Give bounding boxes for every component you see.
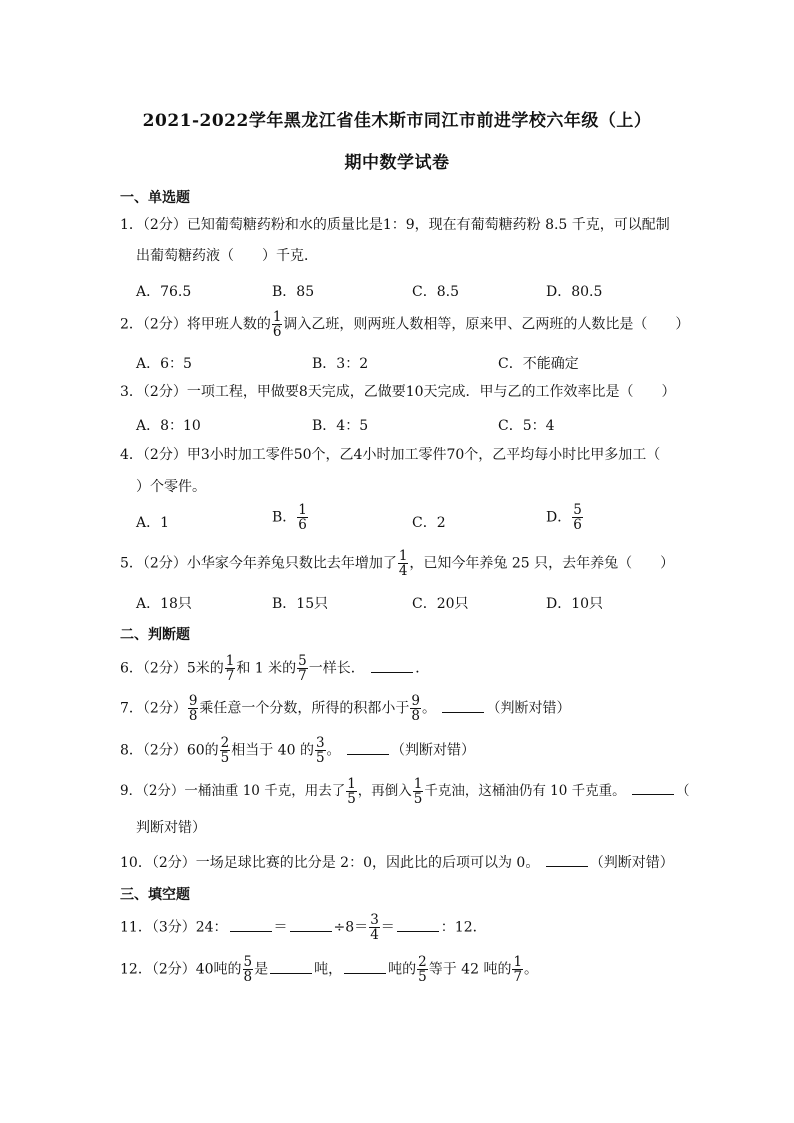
question-2-option-a: A．6：5 <box>136 356 192 372</box>
question-9-text <box>120 776 690 808</box>
fraction <box>315 736 326 765</box>
question-9-text-cont: 判断对错） <box>136 820 206 836</box>
fraction-denominator: 7 <box>298 668 307 685</box>
equals-sign: ＝ <box>380 919 395 936</box>
answer-blank[interactable] <box>632 780 674 795</box>
fraction <box>220 736 231 765</box>
answer-blank[interactable] <box>546 852 588 867</box>
fraction-denominator: 5 <box>418 969 427 986</box>
fraction-numerator: 1 <box>298 502 307 518</box>
question-4-option-d <box>546 503 584 532</box>
fraction <box>297 503 308 532</box>
question-10-text-pre: 10．（2分）一场足球比赛的比分是 2：0，因此比的后项可以为 0。 <box>120 855 540 871</box>
fraction-denominator: 7 <box>513 969 523 986</box>
question-6-text-post: 一样长． <box>308 660 365 677</box>
fraction-denominator: 5 <box>413 791 423 808</box>
option-letter: B． <box>272 509 297 526</box>
answer-blank[interactable] <box>347 740 389 755</box>
answer-blank[interactable] <box>344 959 386 974</box>
fraction-denominator: 8 <box>188 708 198 725</box>
question-4-option-c: C．2 <box>412 515 446 531</box>
fraction-numerator: 1 <box>347 776 356 792</box>
question-1-option-a: A．76.5 <box>136 284 192 300</box>
question-4-option-a: A．1 <box>136 515 170 531</box>
question-7-text-post: 。 <box>422 700 437 717</box>
question-5-text-post: ，已知今年养兔 25 只，去年养兔（ ） <box>409 555 675 572</box>
fraction <box>188 694 199 723</box>
question-11-text-pre: 11．（3分）24： <box>120 919 228 936</box>
fraction <box>410 694 421 723</box>
fraction-numerator: 1 <box>513 954 523 970</box>
question-1-option-d: D．80.5 <box>546 284 603 300</box>
option-letter: D． <box>546 509 572 526</box>
fraction <box>346 777 357 806</box>
fraction-numerator: 3 <box>315 735 325 751</box>
fraction-numerator: 9 <box>411 693 421 709</box>
fraction-denominator: 8 <box>411 708 421 725</box>
question-7-text-pre: 7．（2分） <box>120 700 187 717</box>
question-12-text-pre: 12．（2分）40吨的 <box>120 961 242 978</box>
question-3-option-c: C．5：4 <box>498 418 555 434</box>
question-5-option-a: A．18只 <box>136 596 192 612</box>
question-2-text-post: 调入乙班，则两班人数相等，原来甲、乙两班的人数比是（ ） <box>283 316 690 333</box>
question-5-text-pre: 5．（2分）小华家今年养兔只数比去年增加了 <box>120 555 397 572</box>
question-5-option-c: C．20只 <box>412 596 469 612</box>
fraction <box>417 955 428 984</box>
fraction-denominator: 7 <box>225 668 235 685</box>
fraction-denominator: 8 <box>243 969 253 986</box>
question-3-option-a: A．8：10 <box>136 418 201 434</box>
question-5-text <box>120 549 680 578</box>
question-9-text-mid: ，再倒入 <box>357 783 412 800</box>
question-1-option-b: B．85 <box>272 284 315 300</box>
fraction-denominator: 5 <box>220 750 230 767</box>
question-8-text-end: （判断对错） <box>391 742 475 759</box>
question-9-text-pre: 9．（2分）一桶油重 10 千克，用去了 <box>120 783 346 800</box>
question-3-option-b: B．4：5 <box>312 418 369 434</box>
question-2-option-b: B．3：2 <box>312 356 369 372</box>
fraction <box>243 955 254 984</box>
question-9-text-end: （ <box>675 783 690 800</box>
fraction-numerator: 2 <box>220 735 230 751</box>
question-2-text <box>120 309 690 341</box>
answer-blank[interactable] <box>270 959 312 974</box>
question-7-text-mid: 乘任意一个分数，所得的积都小于 <box>199 700 410 717</box>
equals-sign: ＝ <box>273 919 288 936</box>
question-6-text <box>120 654 680 683</box>
answer-blank[interactable] <box>397 917 439 932</box>
question-2-text-pre: 2．（2分）将甲班人数的 <box>120 316 271 333</box>
question-1-text: 1．（2分）已知葡萄糖药粉和水的质量比是1：9，现在有葡萄糖药粉 8.5 千克，可以配制 <box>120 217 670 233</box>
question-10-text <box>120 852 680 873</box>
answer-blank[interactable] <box>442 698 484 713</box>
fraction-denominator: 4 <box>398 563 408 580</box>
question-12-text-mid4: 等于 42 吨的 <box>428 961 512 978</box>
exam-subtitle: 期中数学试卷 <box>344 153 450 173</box>
answer-blank[interactable] <box>230 917 272 932</box>
section-heading-single-choice: 一、单选题 <box>120 190 190 206</box>
question-4-option-b <box>272 503 309 532</box>
fraction-denominator: 4 <box>370 927 379 944</box>
question-6-text-end: ． <box>415 660 430 677</box>
question-12-text <box>120 955 680 984</box>
fraction <box>512 955 523 984</box>
question-5-option-b: B．15只 <box>272 596 329 612</box>
question-12-text-mid2: 吨， <box>314 961 343 978</box>
question-1-option-c: C．8.5 <box>412 284 459 300</box>
question-8-text-pre: 8．（2分）60的 <box>120 742 219 759</box>
division-text: ÷8＝ <box>333 919 369 936</box>
question-12-text-mid1: 是 <box>254 961 269 978</box>
question-7-text <box>120 694 680 723</box>
fraction-numerator: 1 <box>398 548 408 564</box>
question-2-option-c: C．不能确定 <box>498 356 579 372</box>
question-3-text: 3．（2分）一项工程，甲做要8天完成，乙做要10天完成．甲与乙的工作效率比是（ ） <box>120 384 676 400</box>
fraction <box>572 503 583 532</box>
question-12-text-post: 。 <box>524 961 539 978</box>
question-12-text-mid3: 吨的 <box>388 961 417 978</box>
question-1-text-cont: 出葡萄糖药液（ ）千克． <box>136 248 318 264</box>
section-heading-fill-in: 三、填空题 <box>120 887 190 903</box>
fraction-numerator: 1 <box>272 309 282 325</box>
fraction-numerator: 1 <box>413 776 423 792</box>
fraction-numerator: 1 <box>225 653 235 669</box>
fraction-denominator: 5 <box>347 791 356 808</box>
question-7-text-end: （判断对错） <box>486 700 571 717</box>
fraction-denominator: 6 <box>272 324 282 341</box>
fraction-numerator: 5 <box>243 954 253 970</box>
fraction-denominator: 5 <box>315 750 325 767</box>
question-8-text <box>120 736 680 765</box>
fraction-numerator: 5 <box>298 653 307 669</box>
answer-blank[interactable] <box>290 917 332 932</box>
answer-blank[interactable] <box>371 658 413 673</box>
question-9-text-post: 千克油，这桶油仍有 10 千克重。 <box>424 783 626 800</box>
question-11-text <box>120 913 680 942</box>
fraction <box>272 310 283 339</box>
fraction-numerator: 2 <box>418 954 427 970</box>
fraction <box>413 777 424 806</box>
section-heading-true-false: 二、判断题 <box>120 627 190 643</box>
question-8-text-mid: 相当于 40 的 <box>231 742 314 759</box>
exam-title: 2021-2022学年黑龙江省佳木斯市同江市前进学校六年级（上） <box>142 111 652 131</box>
fraction-numerator: 5 <box>573 502 582 518</box>
question-11-text-post: ：12． <box>440 919 487 936</box>
fraction-denominator: 6 <box>573 517 582 534</box>
question-6-text-mid: 和 1 米的 <box>236 660 297 677</box>
fraction-numerator: 3 <box>370 912 379 928</box>
fraction-denominator: 6 <box>298 517 307 534</box>
question-5-option-d: D．10只 <box>546 596 604 612</box>
fraction <box>297 654 308 683</box>
question-4-text: 4．（2分）甲3小时加工零件50个，乙4小时加工零件70个，乙平均每小时比甲多加工（ <box>120 447 661 463</box>
question-4-text-cont: ）个零件。 <box>136 479 206 495</box>
fraction-numerator: 9 <box>188 693 198 709</box>
fraction <box>398 549 409 578</box>
question-8-text-post: 。 <box>326 742 341 759</box>
question-10-text-end: （判断对错） <box>589 855 674 871</box>
fraction <box>369 913 380 942</box>
fraction <box>225 654 236 683</box>
question-6-text-pre: 6．（2分）5米的 <box>120 660 224 677</box>
